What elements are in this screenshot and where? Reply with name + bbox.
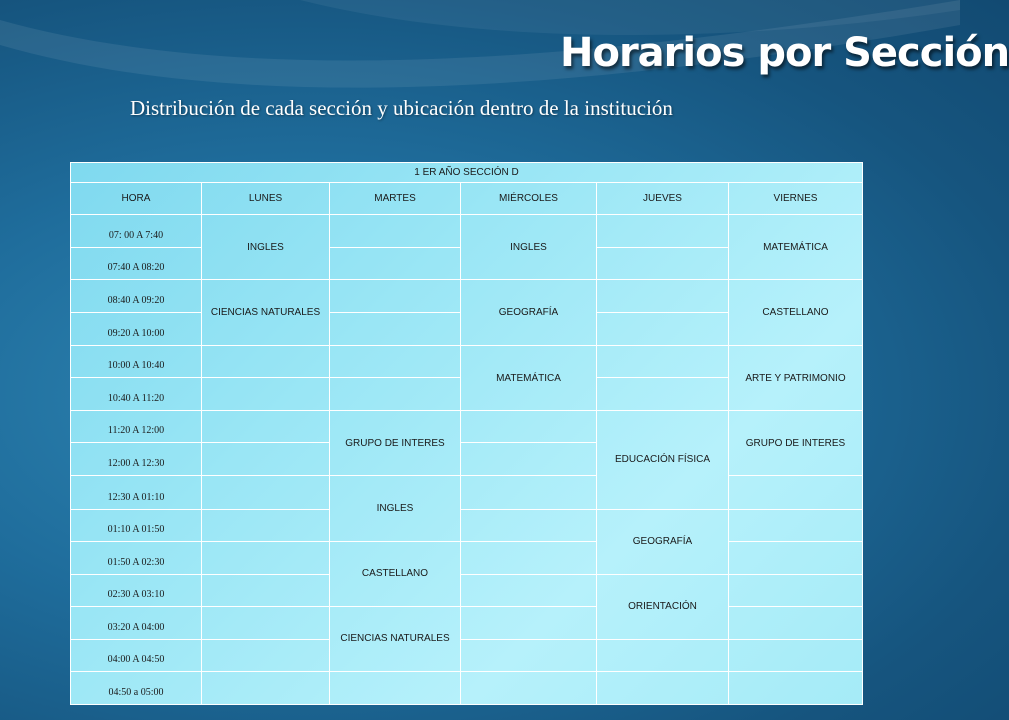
empty-cell [729, 509, 863, 541]
hour-cell: 07: 00 A 7:40 [71, 215, 202, 248]
empty-cell [461, 541, 597, 574]
empty-cell [330, 671, 461, 704]
empty-cell [597, 378, 729, 411]
empty-cell [202, 574, 330, 606]
empty-cell [202, 671, 330, 704]
hour-cell: 04:50 a 05:00 [71, 671, 202, 704]
hour-cell: 10:00 A 10:40 [71, 346, 202, 378]
empty-cell [202, 509, 330, 541]
empty-cell [597, 313, 729, 346]
hour-cell: 02:30 A 03:10 [71, 574, 202, 606]
subject-cell: MATEMÁTICA [729, 215, 863, 280]
subject-cell: GRUPO DE INTERES [330, 411, 461, 476]
hour-cell: 04:00 A 04:50 [71, 639, 202, 671]
empty-cell [729, 671, 863, 704]
hour-cell: 08:40 A 09:20 [71, 280, 202, 313]
hour-cell: 07:40 A 08:20 [71, 248, 202, 280]
empty-cell [202, 476, 330, 509]
empty-cell [729, 574, 863, 606]
subject-cell: INGLES [461, 215, 597, 280]
header-jueves: JUEVES [597, 183, 729, 215]
subject-cell: CASTELLANO [729, 280, 863, 346]
subject-cell: INGLES [202, 215, 330, 280]
empty-cell [597, 671, 729, 704]
empty-cell [461, 411, 597, 443]
empty-cell [330, 313, 461, 346]
hour-cell: 09:20 A 10:00 [71, 313, 202, 346]
hour-cell: 01:50 A 02:30 [71, 541, 202, 574]
empty-cell [461, 574, 597, 606]
subject-cell: CASTELLANO [330, 541, 461, 606]
header-viernes: VIERNES [729, 183, 863, 215]
subject-cell: CIENCIAS NATURALES [330, 606, 461, 671]
hour-cell: 11:20 A 12:00 [71, 411, 202, 443]
subject-cell: GRUPO DE INTERES [729, 411, 863, 476]
empty-cell [202, 411, 330, 443]
empty-cell [461, 671, 597, 704]
hour-cell: 03:20 A 04:00 [71, 606, 202, 639]
empty-cell [202, 378, 330, 411]
empty-cell [729, 541, 863, 574]
empty-cell [729, 476, 863, 509]
empty-cell [461, 606, 597, 639]
empty-cell [597, 346, 729, 378]
empty-cell [202, 346, 330, 378]
header-miercoles: MIÉRCOLES [461, 183, 597, 215]
empty-cell [461, 509, 597, 541]
empty-cell [597, 215, 729, 248]
subject-cell: GEOGRAFÍA [461, 280, 597, 346]
hour-cell: 01:10 A 01:50 [71, 509, 202, 541]
header-lunes: LUNES [202, 183, 330, 215]
empty-cell [729, 606, 863, 639]
subject-cell: ARTE Y PATRIMONIO [729, 346, 863, 411]
empty-cell [202, 443, 330, 476]
page-subtitle: Distribución de cada sección y ubicación dentro de la institución [130, 96, 673, 120]
subject-cell: CIENCIAS NATURALES [202, 280, 330, 346]
subject-cell: INGLES [330, 476, 461, 541]
header-martes: MARTES [330, 183, 461, 215]
empty-cell [597, 280, 729, 313]
hour-cell: 12:30 A 01:10 [71, 476, 202, 509]
empty-cell [729, 639, 863, 671]
empty-cell [330, 248, 461, 280]
empty-cell [202, 639, 330, 671]
subject-cell: EDUCACIÓN FÍSICA [597, 411, 729, 509]
empty-cell [461, 639, 597, 671]
empty-cell [330, 215, 461, 248]
empty-cell [202, 606, 330, 639]
subject-cell: ORIENTACIÓN [597, 574, 729, 639]
empty-cell [202, 541, 330, 574]
empty-cell [597, 639, 729, 671]
empty-cell [330, 280, 461, 313]
page-title: Horarios por Sección [560, 30, 1009, 76]
header-hora: HORA [71, 183, 202, 215]
subject-cell: MATEMÁTICA [461, 346, 597, 411]
empty-cell [330, 346, 461, 378]
empty-cell [461, 443, 597, 476]
subject-cell: GEOGRAFÍA [597, 509, 729, 574]
empty-cell [597, 248, 729, 280]
hour-cell: 10:40 A 11:20 [71, 378, 202, 411]
empty-cell [461, 476, 597, 509]
schedule-table [70, 162, 863, 705]
empty-cell [330, 378, 461, 411]
hour-cell: 12:00 A 12:30 [71, 443, 202, 476]
table-caption: 1 ER AÑO SECCIÓN D [71, 163, 863, 183]
